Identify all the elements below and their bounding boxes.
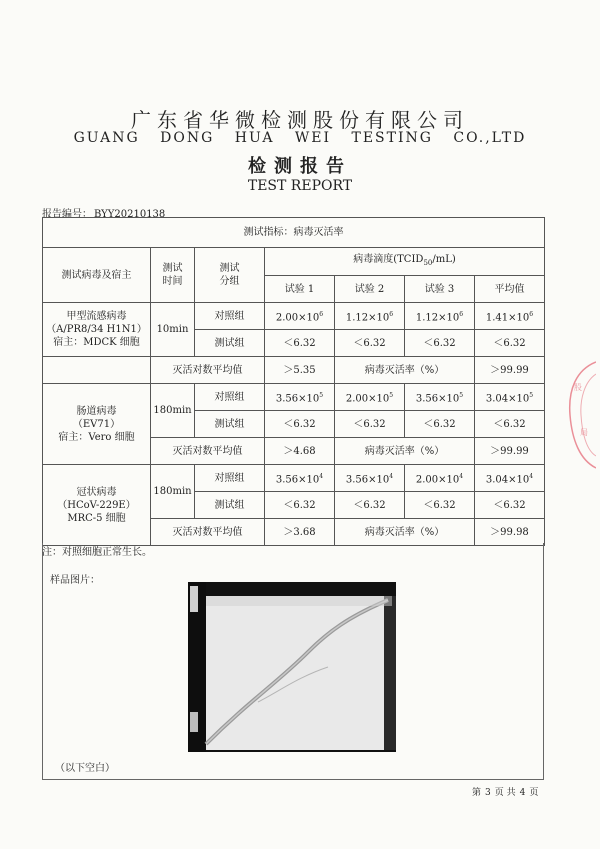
group-label: 对照组: [195, 303, 265, 330]
table-cell: ＜6.32: [335, 330, 405, 357]
svg-text:局: 局: [580, 428, 588, 437]
company-name-cn: 广东省华微检测股份有限公司: [131, 108, 469, 132]
table-cell: $2.00\times 10^4$: [405, 465, 475, 492]
table-cell: $3.56\times 10^4$: [265, 465, 335, 492]
table-cell: ＜6.32: [475, 492, 545, 519]
table-cell: ＜6.32: [405, 330, 475, 357]
sub-header: 试验 1: [265, 276, 335, 303]
avg-label: 灭活对数平均值: [151, 438, 265, 465]
company-name-en: GUANG DONG HUA WEI TESTING CO.,LTD: [73, 130, 527, 146]
avg-label: 灭活对数平均值: [151, 519, 265, 546]
report-title-cn: 检测报告: [248, 156, 352, 177]
report-number-value: BYY20210138: [94, 209, 166, 220]
virus-cell: 肠道病毒 （EV71） 宿主：Vero 细胞: [43, 384, 151, 465]
report-title-en: TEST REPORT: [247, 178, 353, 194]
virus-cell: 甲型流感病毒 （A/PR8/34 H1N1） 宿主：MDCK 细胞: [43, 303, 151, 357]
table-cell: $1.12\times 10^6$: [335, 303, 405, 330]
table-cell: ＜6.32: [265, 492, 335, 519]
rate-label: 病毒灭活率（%）: [335, 438, 475, 465]
rate-label: 病毒灭活率（%）: [335, 519, 475, 546]
table-cell: ＜6.32: [265, 330, 335, 357]
page-number: 第 3 页 共 4 页: [472, 788, 539, 798]
time-cell: 10min: [151, 303, 195, 357]
table-cell: ＜6.32: [475, 330, 545, 357]
group-label: 对照组: [195, 465, 265, 492]
table-cell: ＜6.32: [405, 492, 475, 519]
header-time: 测试 时间: [151, 248, 195, 303]
table-cell: ＜6.32: [475, 411, 545, 438]
avg-value: ＞3.68: [265, 519, 335, 546]
header-group: 测试 分组: [195, 248, 265, 303]
virus-cell-spacer: [43, 357, 151, 384]
rate-value: ＞99.99: [475, 357, 545, 384]
table-cell: $3.04\times 10^5$: [475, 384, 545, 411]
avg-value: ＞5.35: [265, 357, 335, 384]
virus-cell: 冠状病毒 （HCoV-229E） MRC-5 细胞: [43, 465, 151, 546]
rate-value: ＞99.99: [475, 438, 545, 465]
time-cell: 180min: [151, 384, 195, 438]
indicator-cell: 测试指标：病毒灭活率: [43, 218, 545, 248]
table-cell: ＜6.32: [335, 411, 405, 438]
group-label: 测试组: [195, 492, 265, 519]
group-label: 对照组: [195, 384, 265, 411]
sub-header: 试验 3: [405, 276, 475, 303]
table-cell: $3.56\times 10^5$: [405, 384, 475, 411]
header-titer: 病毒滴度$(TCID_{50}/mL)$: [265, 248, 545, 276]
table-cell: $1.41\times 10^6$: [475, 303, 545, 330]
frame-border-left: [42, 543, 43, 779]
end-of-content-mark: （以下空白）: [55, 763, 115, 774]
sample-photo: [188, 582, 396, 752]
table-cell: ＜6.32: [335, 492, 405, 519]
sub-header: 试验 2: [335, 276, 405, 303]
svg-text:股: 股: [574, 383, 582, 392]
table-cell: $3.04\times 10^4$: [475, 465, 545, 492]
frame-border-bottom: [42, 779, 544, 780]
rate-label: 病毒灭活率（%）: [335, 357, 475, 384]
table-cell: $3.56\times 10^4$: [335, 465, 405, 492]
table-cell: $3.56\times 10^5$: [265, 384, 335, 411]
footnote: 注：对照细胞正常生长。: [42, 547, 152, 558]
red-seal-stamp: [566, 360, 596, 470]
avg-value: ＞4.68: [265, 438, 335, 465]
header-virus: 测试病毒及宿主: [43, 248, 151, 303]
results-table: [42, 217, 545, 546]
sample-image-label: 样品图片：: [50, 575, 100, 586]
group-label: 测试组: [195, 330, 265, 357]
avg-label: 灭活对数平均值: [151, 357, 265, 384]
group-label: 测试组: [195, 411, 265, 438]
rate-value: ＞99.98: [475, 519, 545, 546]
table-cell: $2.00\times 10^5$: [335, 384, 405, 411]
frame-border-right: [543, 543, 544, 779]
report-number-label: 报告编号：: [42, 209, 92, 220]
table-cell: ＜6.32: [265, 411, 335, 438]
table-cell: $2.00\times 10^6$: [265, 303, 335, 330]
table-cell: ＜6.32: [405, 411, 475, 438]
table-cell: $1.12\times 10^6$: [405, 303, 475, 330]
sub-header: 平均值: [475, 276, 545, 303]
time-cell: 180min: [151, 465, 195, 519]
